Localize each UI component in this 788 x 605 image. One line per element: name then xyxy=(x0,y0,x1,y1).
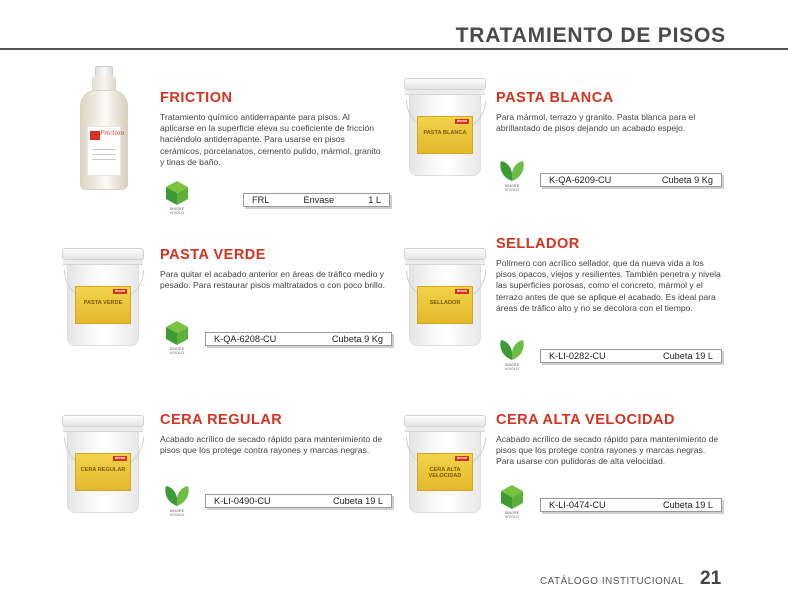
eco-badge-icon: SINGRE VIVOLO xyxy=(162,482,192,517)
product-desc-friction: Tratamiento químico antiderrapante para pisos. Al aplicarse en la superficie eleva su coeficiente de fricción haciéndolo antiderrapante. Para usarse en pisos cerámicos, porcelanatos, cemento pulido, mármol, granito y tinas de baño. xyxy=(160,112,381,167)
product-code-box-friction xyxy=(243,193,390,207)
product-name-cera-regular: CERA REGULAR xyxy=(160,412,283,428)
product-presentation: Cubeta 9 Kg xyxy=(661,175,713,185)
product-size: 1 L xyxy=(368,195,381,205)
product-code: K-QA-6208-CU xyxy=(214,334,277,344)
footer-catalog-label: CATÁLOGO INSTITUCIONAL xyxy=(540,576,685,587)
product-code: K-QA-6209-CU xyxy=(549,175,612,185)
product-desc-sellador: Polímero con acrílico sellador, que da nueva vida a los pisos opacos, viejos y resilientes. También penetra y nivela las superficies porosas, como el concreto, mármol y el terrazo antes de que se aplique el acabado. Es ideal para áreas de tráfico alto y no se decolora con el tiempo. xyxy=(496,258,721,313)
product-desc-cera-alta-velocidad: Acabado acrílico de secado rápido para mantenimiento de pisos que los protege contra rayones y marcas negras. Para usarse con pulidoras de alta velocidad. xyxy=(496,434,719,467)
page-title: TRATAMIENTO DE PISOS xyxy=(455,24,726,47)
bottle-label: Friction xyxy=(100,130,125,137)
product-name-pasta-blanca: PASTA BLANCA xyxy=(496,90,614,106)
pasta-blanca-bucket-image: dexon PASTA BLANCA xyxy=(404,78,486,178)
friction-bottle-image xyxy=(78,66,130,191)
product-name-pasta-verde: PASTA VERDE xyxy=(160,247,266,263)
product-code: K-LI-0282-CU xyxy=(549,351,606,361)
product-code: FRL xyxy=(252,195,270,205)
eco-badge-icon: SINGRE VIVOLO xyxy=(497,157,527,192)
product-code-box-cera-regular xyxy=(205,494,392,508)
product-desc-cera-regular: Acabado acrílico de secado rápido para mantenimiento de pisos que los protege contra rayones y marcas negras. xyxy=(160,434,383,456)
product-name-cera-alta-velocidad: CERA ALTA VELOCIDAD xyxy=(496,412,675,428)
product-code: K-LI-0474-CU xyxy=(549,500,606,510)
product-code: K-LI-0490-CU xyxy=(214,496,271,506)
eco-badge-icon: SINGRE VIVOLO xyxy=(497,336,527,371)
title-divider xyxy=(0,48,788,50)
product-presentation: Cubeta 19 L xyxy=(332,496,383,506)
cera-regular-bucket-image: dexon CERA REGULAR xyxy=(62,415,144,515)
product-code-box-cera-alta-velocidad xyxy=(540,498,722,512)
product-desc-pasta-verde: Para quitar el acabado anterior en áreas de tráfico medio y pesado. Para restaurar pisos maltratados o con poco brillo. xyxy=(160,269,385,291)
product-presentation: Envase xyxy=(303,195,335,205)
product-name-sellador: SELLADOR xyxy=(496,236,580,252)
product-code-box-sellador xyxy=(540,349,722,363)
eco-badge-icon: SINGRE VIVOLO xyxy=(162,180,192,215)
sellador-bucket-image: dexon SELLADOR xyxy=(404,248,486,348)
eco-badge-icon: SINGRE VIVOLO xyxy=(162,320,192,355)
product-desc-pasta-blanca: Para mármol, terrazo y granito. Pasta blanca para el abrillantado de pisos dejando un acabado espejo. xyxy=(496,112,696,134)
page-number: 21 xyxy=(700,568,722,589)
eco-badge-icon: SINGRE VIVOLO xyxy=(497,484,527,519)
product-presentation: Cubeta 9 Kg xyxy=(331,334,383,344)
cera-alta-velocidad-bucket-image: dexon CERA ALTA VELOCIDAD xyxy=(404,415,486,515)
product-presentation: Cubeta 19 L xyxy=(662,351,713,361)
product-name-friction: FRICTION xyxy=(160,90,233,106)
product-presentation: Cubeta 19 L xyxy=(662,500,713,510)
pasta-verde-bucket-image: dexon PASTA VERDE xyxy=(62,248,144,348)
product-code-box-pasta-blanca xyxy=(540,173,722,187)
product-code-box-pasta-verde xyxy=(205,332,392,346)
